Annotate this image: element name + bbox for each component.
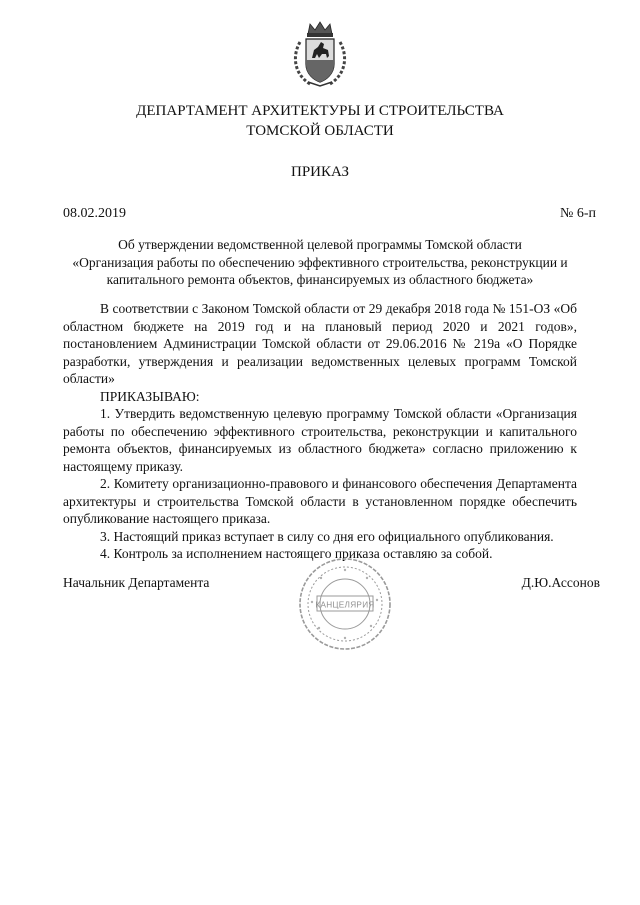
document-type: ПРИКАЗ [291,164,349,180]
preamble-paragraph: В соответствии с Законом Томской области от 29 декабря 2018 года № 151-ОЗ «Об областном бюджете на 2019 год и на плановый период 2020 и 2021 годов», постановлением Администрации Томской области от 29.06.2016 № 219а «О Порядке разработки, утверждения и реализации ведомственных целевых программ Томской области» [63,301,577,386]
order-word: ПРИКАЗЫВАЮ: [100,388,200,404]
document-body [63,300,577,563]
department-name-line1: ДЕПАРТАМЕНТ АРХИТЕКТУРЫ И СТРОИТЕЛЬСТВА [136,103,504,119]
subject-line1: Об утверждении ведомственной целевой программы Томской области [118,237,522,252]
round-office-stamp-icon [297,556,393,652]
signature-title: Начальник Департамента [63,575,210,590]
tomsk-region-coat-of-arms-icon [288,20,352,88]
document-date: 08.02.2019 [63,206,126,221]
order-item-4: 4. Контроль за исполнением настоящего приказа оставляю за собой. [100,546,493,561]
order-item-3: 3. Настоящий приказ вступает в силу со дня его официального опубликования. [100,528,554,544]
document-number: № 6-п [559,206,596,221]
stamp-text: КАНЦЕЛЯРИЯ [315,600,375,610]
department-name-line2: ТОМСКОЙ ОБЛАСТИ [246,123,394,139]
document-subject [64,236,576,289]
department-name [60,101,580,141]
subject-line3: капитального ремонта объектов, финансируемых из областного бюджета» [106,272,534,287]
order-item-1: 1. Утвердить ведомственную целевую программу Томской области «Организация работы по обеспечению эффективного строительства, реконструкции и капитального ремонта объектов, финансируемых из областного бюджета» согласно приложению к настоящему приказу. [63,406,577,474]
order-item-2: 2. Комитету организационно-правового и финансового обеспечения Департамента архитектуры и строительства Томской области в установленном порядке обеспечить опубликование настоящего приказа. [63,476,577,526]
subject-line2: «Организация работы по обеспечению эффективного строительства, реконструкции и [72,254,568,270]
signatory-name: Д.Ю.Ассонов [521,575,600,590]
